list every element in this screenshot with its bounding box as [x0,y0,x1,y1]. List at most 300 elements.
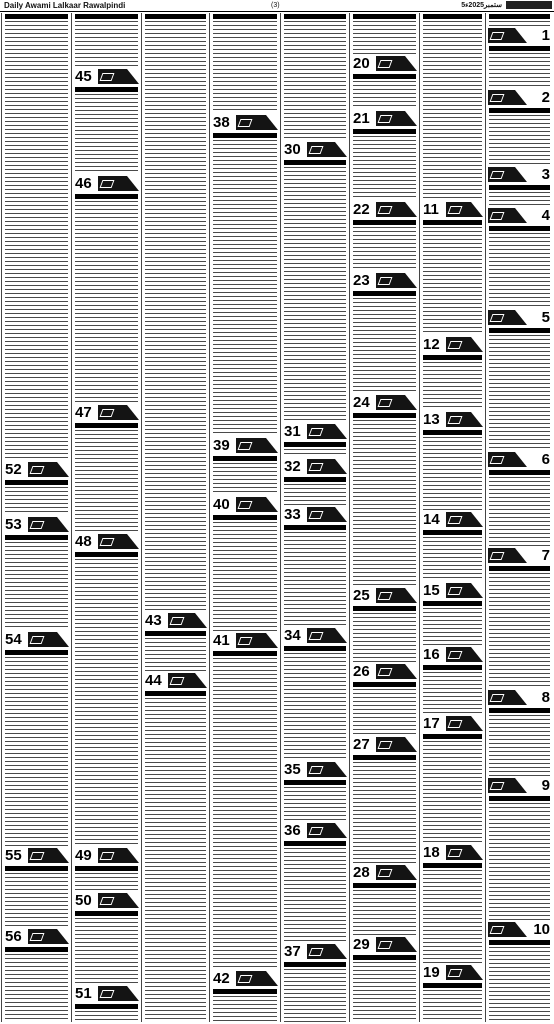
notice-text [353,689,416,735]
notice-header [420,845,485,861]
notice-headline [213,515,277,520]
notice-headline [423,14,482,19]
banner-notch [405,202,417,217]
notice-text [489,192,550,206]
notice-text [423,990,482,1022]
banner-notch [471,412,483,427]
notice-number: 30 [284,141,301,158]
notice-number: 31 [284,423,301,440]
notice-header [72,986,141,1002]
banner-notch [471,965,483,980]
notice-headline [284,962,346,967]
notice-number: 45 [75,68,92,85]
notice-headline [284,14,346,19]
notice-number: 37 [284,943,301,960]
banner-notch [405,588,417,603]
notice-headline [145,14,206,19]
notice-number: 12 [423,336,440,353]
notice-header [210,633,280,649]
column-divider [349,13,350,1022]
notice-number: 36 [284,822,301,839]
banner-notch [335,142,347,157]
column [486,13,553,1022]
notice-headline [423,355,482,360]
notice-banner [307,142,347,157]
notice-number: 43 [145,612,162,629]
notice-banner [488,208,527,223]
notice-headline [284,646,346,651]
notice-banner [98,534,139,549]
banner-notch [515,167,527,182]
notice-headline [213,133,277,138]
notice-banner [376,202,417,217]
notice-headline [423,734,482,739]
notice-header [350,202,419,218]
notice-text [284,787,346,821]
notice-header [72,893,141,909]
notice-banner [307,762,347,777]
notice-text [284,969,346,1022]
notice-text [489,803,550,920]
notice-header [210,971,280,987]
notice-headline [423,530,482,535]
notice-text [353,762,416,863]
notice-text [489,477,550,546]
notice-number: 54 [5,631,22,648]
notice-banner [168,673,207,688]
notice-banner [488,548,527,563]
notice-banner [376,588,417,603]
banner-notch [515,90,527,105]
notice-number: 51 [75,985,92,1002]
notice-text [213,522,277,631]
notice-text [489,715,550,776]
notice-headline [423,430,482,435]
notice-text [423,870,482,963]
notice-banner [446,716,483,731]
banner-notch [335,507,347,522]
notice-banner [98,848,139,863]
banner-notch [471,845,483,860]
notice-number: 47 [75,404,92,421]
notice-headline [75,552,138,557]
notice-number: 52 [5,461,22,478]
notice-banner [446,337,483,352]
notice-number: 9 [541,777,550,794]
notice-text [489,335,550,450]
notice-header [281,762,349,778]
banner-notch [127,986,139,1001]
notice-number: 6 [541,451,550,468]
banner-notch [335,424,347,439]
notice-headline [284,442,346,447]
notice-number: 49 [75,847,92,864]
notice-header [420,583,485,599]
notice-headline [353,220,416,225]
notice-header [281,507,349,523]
notice-headline [353,955,416,960]
banner-notch [515,548,527,563]
notice-text [5,487,68,515]
banner-notch [266,115,278,130]
notice-banner [488,167,527,182]
notice-number: 50 [75,892,92,909]
notice-headline [489,226,550,231]
banner-notch [335,944,347,959]
notice-banner [488,922,527,937]
banner-notch [515,28,527,43]
notice-banner [446,512,483,527]
column-divider [280,13,281,1022]
notice-text [75,201,138,403]
notice-header [350,865,419,881]
notice-headline [145,631,206,636]
issue-date: 5ستمبر2025ء [461,2,502,9]
notice-headline [213,14,277,19]
notice-banner [98,405,139,420]
notice-text [489,115,550,165]
notice-number: 15 [423,582,440,599]
notice-header [72,69,141,85]
notice-header [281,944,349,960]
notice-banner [307,823,347,838]
notice-number: 5 [541,309,550,326]
notice-headline [423,601,482,606]
banner-notch [57,929,69,944]
notice-text [5,954,68,1022]
notice-text [5,21,68,460]
notice-text [353,962,416,1022]
notice-banner [28,517,69,532]
notice-text [5,657,68,846]
notice-headline [213,989,277,994]
banner-notch [266,497,278,512]
banner-notch [405,937,417,952]
notice-headline [75,87,138,92]
notice-number: 34 [284,627,301,644]
notice-number: 21 [353,110,370,127]
notice-number: 16 [423,646,440,663]
notice-headline [284,160,346,165]
notice-banner [307,507,347,522]
column [420,13,485,1022]
notice-text [353,890,416,935]
notice-number: 17 [423,715,440,732]
notice-headline [353,606,416,611]
notice-header [420,965,485,981]
notice-number: 42 [213,970,230,987]
notice-header [486,310,553,326]
notice-banner [28,462,69,477]
column [350,13,419,1022]
notice-banner [376,273,417,288]
notice-text [423,672,482,714]
notice-banner [376,111,417,126]
notice-header [210,497,280,513]
notice-number: 56 [5,928,22,945]
notice-header [72,534,141,550]
banner-notch [471,337,483,352]
notice-headline [284,780,346,785]
notice-number: 55 [5,847,22,864]
notice-headline [489,470,550,475]
column-divider [71,13,72,1022]
notice-header [210,115,280,131]
banner-notch [57,632,69,647]
notice-text [5,873,68,927]
banner-notch [515,452,527,467]
notice-banner [307,424,347,439]
notice-headline [489,796,550,801]
notice-header [210,438,280,454]
notice-header [486,922,553,938]
paper-name: Daily Awami Lalkaar Rawalpindi [4,1,126,10]
notice-headline [75,1004,138,1009]
notice-headline [75,911,138,916]
notice-header [420,412,485,428]
banner-notch [515,778,527,793]
notice-headline [145,691,206,696]
notice-number: 28 [353,864,370,881]
notice-text [5,542,68,630]
notice-banner [236,438,278,453]
notice-banner [488,690,527,705]
notice-banner [98,69,139,84]
notice-number: 39 [213,437,230,454]
notice-banner [28,929,69,944]
banner-notch [471,716,483,731]
banner-notch [127,69,139,84]
notice-header [2,462,71,478]
notice-number: 24 [353,394,370,411]
banner-notch [57,462,69,477]
notice-headline [489,46,550,51]
notice-header [486,208,553,224]
notice-headline [423,983,482,988]
masthead [0,0,554,12]
notice-headline [423,665,482,670]
notice-header [2,517,71,533]
column [210,13,280,1022]
notice-number: 8 [541,689,550,706]
notice-text [489,947,550,1022]
notice-banner [446,412,483,427]
notice-header [142,673,209,689]
notice-text [353,21,416,54]
notice-banner [488,28,527,43]
notice-number: 32 [284,458,301,475]
notice-headline [284,841,346,846]
notice-header [2,929,71,945]
notice-header [350,937,419,953]
column-divider [1,13,2,1022]
notice-headline [353,682,416,687]
notice-banner [488,310,527,325]
notice-text [423,537,482,581]
notice-banner [236,971,278,986]
notice-text [423,608,482,645]
notice-text [284,484,346,505]
notice-text [489,233,550,308]
banner-notch [405,111,417,126]
banner-notch [335,823,347,838]
notice-headline [489,566,550,571]
notice-text [423,21,482,200]
notice-number: 35 [284,761,301,778]
notice-text [145,698,206,1022]
notice-number: 19 [423,964,440,981]
notice-header [486,90,553,106]
notice-headline [423,863,482,868]
notice-text [145,21,206,611]
notice-header [420,716,485,732]
notice-headline [423,220,482,225]
banner-notch [127,534,139,549]
banner-notch [405,865,417,880]
notice-text [284,167,346,422]
notice-text [353,227,416,271]
banner-notch [57,517,69,532]
column-divider [485,13,486,1022]
notice-header [281,823,349,839]
notice-text [489,21,550,26]
notice-headline [75,194,138,199]
notice-text [75,873,138,891]
notice-text [353,81,416,109]
notice-number: 41 [213,632,230,649]
notice-banner [307,459,347,474]
notice-header [72,176,141,192]
notice-banner [376,395,417,410]
notice-text [75,430,138,532]
notice-header [142,613,209,629]
banner-notch [127,893,139,908]
notice-headline [75,14,138,19]
notice-headline [5,535,68,540]
notice-header [486,452,553,468]
notice-header [350,737,419,753]
notice-header [350,664,419,680]
notice-banner [307,628,347,643]
notice-text [213,21,277,113]
notice-number: 22 [353,201,370,218]
notice-text [284,449,346,457]
notice-headline [353,291,416,296]
notice-headline [75,866,138,871]
notice-headline [213,456,277,461]
notice-text [489,573,550,688]
notice-header [350,395,419,411]
notice-headline [5,480,68,485]
banner-notch [405,273,417,288]
notice-text [213,996,277,1022]
notice-headline [5,866,68,871]
notice-headline [489,328,550,333]
notice-banner [28,632,69,647]
column [72,13,141,1022]
notice-header [2,632,71,648]
notice-text [75,21,138,67]
banner-notch [266,633,278,648]
banner-notch [127,176,139,191]
notice-banner [236,115,278,130]
notice-headline [353,14,416,19]
notice-number: 2 [541,89,550,106]
notice-headline [489,14,550,19]
notice-header [420,512,485,528]
notice-number: 27 [353,736,370,753]
banner-notch [515,922,527,937]
notice-headline [489,185,550,190]
notice-number: 25 [353,587,370,604]
notice-header [420,647,485,663]
notice-number: 48 [75,533,92,550]
notice-banner [376,664,417,679]
notice-text [284,532,346,626]
notice-number: 11 [423,201,439,218]
notice-number: 20 [353,55,370,72]
notice-number: 33 [284,506,301,523]
notice-text [75,1011,138,1022]
notice-text [213,463,277,495]
banner-notch [471,512,483,527]
banner-notch [335,762,347,777]
notice-number: 4 [541,207,550,224]
notice-text [284,21,346,140]
notice-headline [213,651,277,656]
notice-number: 44 [145,672,162,689]
notice-banner [488,90,527,105]
notice-headline [284,477,346,482]
notice-header [420,202,485,218]
notice-number: 3 [541,166,550,183]
notice-number: 13 [423,411,440,428]
banner-notch [471,202,483,217]
notice-number: 1 [541,27,550,44]
notice-text [284,653,346,760]
notice-header [350,56,419,72]
banner-notch [515,690,527,705]
banner-notch [335,628,347,643]
notice-headline [353,413,416,418]
column-divider [209,13,210,1022]
banner-notch [515,208,527,223]
notice-number: 23 [353,272,370,289]
notice-header [281,424,349,440]
notice-banner [488,452,527,467]
notice-header [350,111,419,127]
notice-headline [75,423,138,428]
notice-headline [353,129,416,134]
notice-banner [446,845,483,860]
notice-banner [376,56,417,71]
notice-number: 40 [213,496,230,513]
page-number: (3) [271,2,280,9]
notice-banner [168,613,207,628]
notice-banner [98,176,139,191]
notice-text [213,658,277,969]
notice-number: 26 [353,663,370,680]
notice-banner [446,965,483,980]
notice-text [423,362,482,410]
notice-banner [98,986,139,1001]
banner-notch [266,971,278,986]
notice-header [281,628,349,644]
notice-banner [376,865,417,880]
notice-banner [376,937,417,952]
notice-banner [236,633,278,648]
notice-headline [5,947,68,952]
